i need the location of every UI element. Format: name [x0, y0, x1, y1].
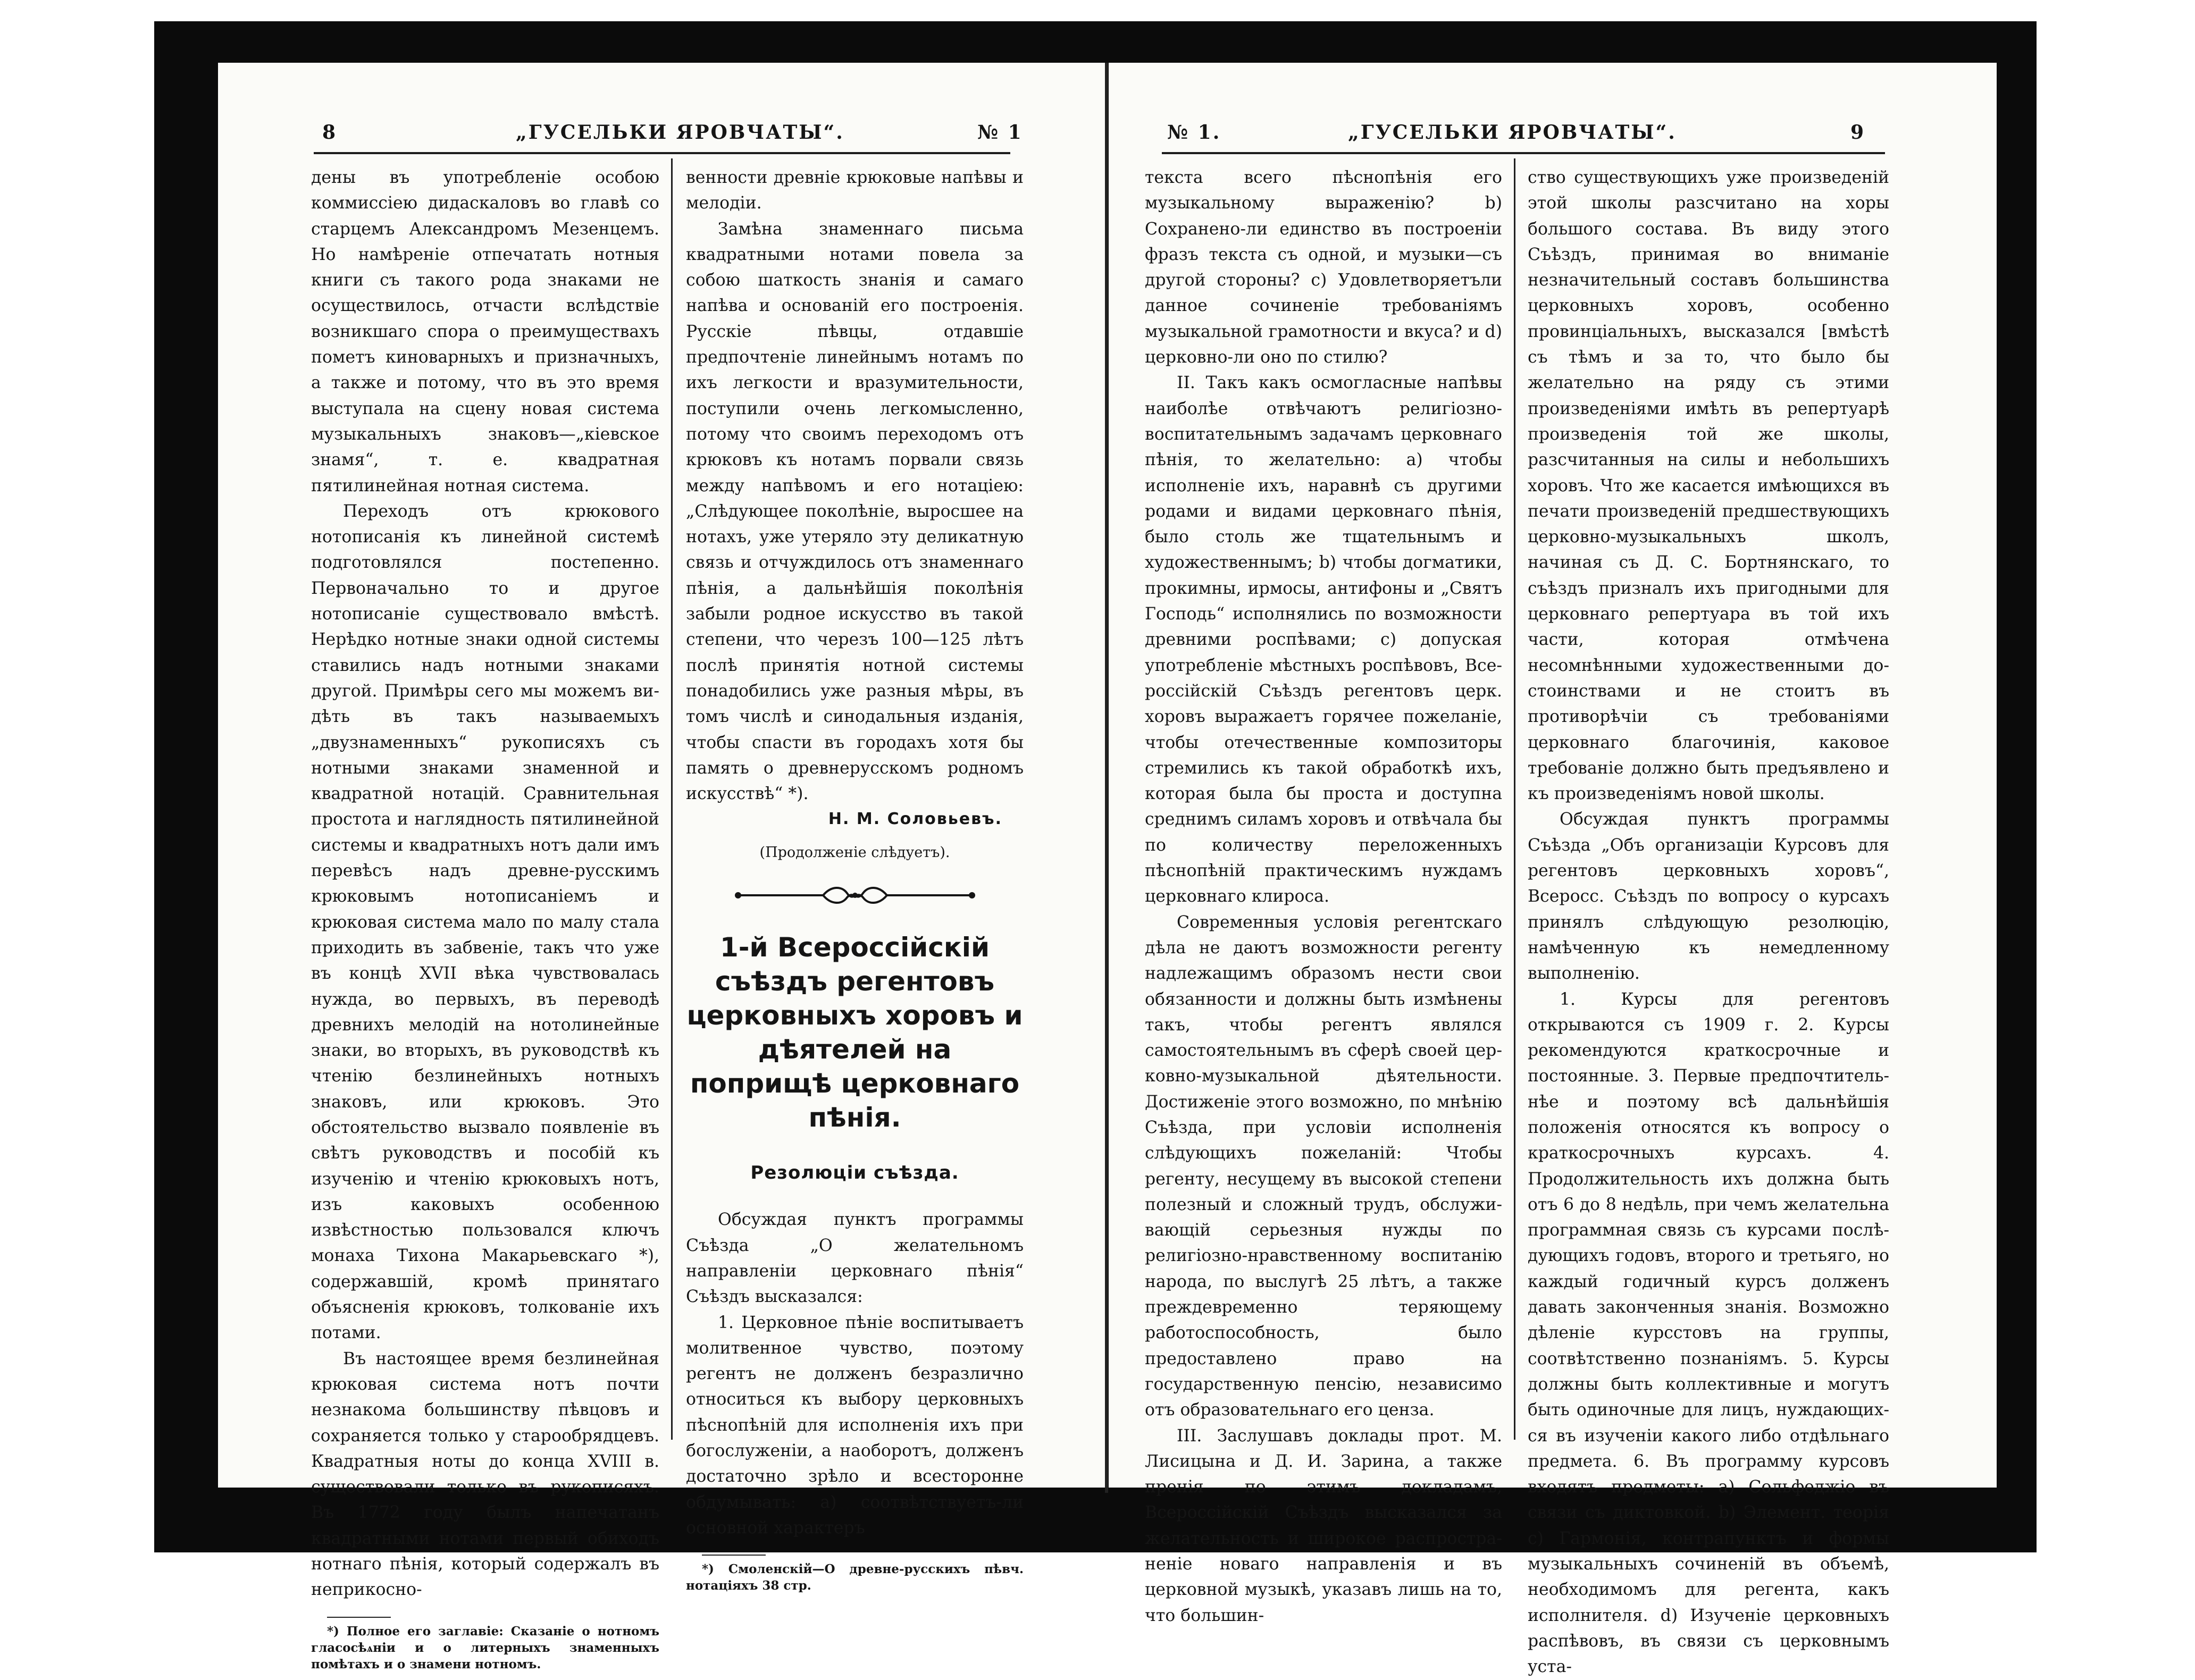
col1-paragraph-1: дены въ употребленіе особою коммиссіею дидаскаловъ во главѣ со старцемъ Александромъ Мезенцемъ. Но намѣреніе отпечатать нотныя книги съ такого рода знаками не осуществилось, отчасти вслѣдствіе возникшаго спора о преимуществахъ пометъ киноварныхъ и призначныхъ, а также и потому, что въ это время выступала на сцену новая система музыкальныхъ знаковъ—„кіевское знамя“, т. е. квадратная пятилинейная нотная система.	[311, 168, 659, 495]
col4-paragraph-3: 1. Курсы для регентовъ открываются съ 1909 г. 2. Курсы рекомендуются краткосрочные и постоянные. 3. Первые предпочтительнѣе и поэтому всѣ дальнѣйшія положенія относятся къ вопросу о краткосрочныхъ курсахъ. 4. Продолжительность ихъ должна быть отъ 6 до 8 недѣль, при чемъ желательна программная связь съ курсами послѣдующихъ годовъ, второго и третьяго, но каждый годичный курсъ долженъ давать законченныя знанія. Возможно дѣленіе курсстовъ на группы, соотвѣтственно познаніямъ. 5. Курсы должны быть коллективные и могутъ быть одиночные для лицъ, нуждающихся въ изученіи какого либо отдѣльнаго предмета. 6. Въ программу курсовъ входятъ предметы: а) Сольфеджіо въ связи съ диктовкой. b) Элемент. теорія с) Гармонія, контрапунктъ и формы музыкальныхъ сочиненій въ объемѣ, необходимомъ для регента, какъ исполнителя. d) Изученіе церковныхъ распѣвовъ, въ связи съ церковнымъ уста-	[1528, 989, 1889, 1677]
right-column-rule	[1514, 158, 1515, 1440]
right-column-1	[1145, 165, 1502, 1628]
col1-footnote-rule	[327, 1617, 391, 1618]
continued-notice: (Продолженіе слѣдуетъ).	[759, 844, 950, 861]
right-header-rule	[1162, 152, 1885, 154]
col3-paragraph-3: Современныя условія регентскаго дѣла не даютъ возможности регенту надлежащимъ образомъ нести свои обязанности и должны быть измѣнены такъ, чтобы регентъ являлся самостоятельнымъ въ сферѣ своей церковно-музыкальной дѣятельности. Достиженіе этого возможно, по мнѣнію Съѣзда, при условіи исполненія слѣдующихъ пожеланій: Чтобы регенту, несущему въ высокой степени полезный и сложный трудъ, обслуживающій серьезныя нужды по религіозно-нравственному воспитанію народа, по выслугѣ 25 лѣтъ, а также преждевременно теряющему работоспособность, было предоставлено право на государственную пенсію, независимо отъ образовательнаго его ценза.	[1145, 912, 1502, 1420]
left-running-title: „ГУСЕЛЬКИ ЯРОВЧАТЫ“.	[516, 121, 844, 144]
left-header-rule	[314, 152, 1010, 154]
left-issue-number: № 1	[977, 121, 1023, 144]
left-running-head	[218, 121, 1106, 148]
left-page	[218, 63, 1106, 1671]
col3-paragraph-1: текста всего пѣснопѣнія его музыкальному выраженію? b) Сохранено-ли единство въ построеніи фразъ текста съ одной, и музыки—съ другой стороны? с) Удовлетворяетъли данное сочиненіе требованіямъ музыкальной грамотности и вкуса? и d) церковно-ли оно по стилю?	[1145, 168, 1502, 367]
article-subtitle: Резолюціи съѣзда.	[750, 1162, 959, 1184]
col4-paragraph-1: ство существующихъ уже произведеній этой школы разсчитано на хоры большого состава. Въ виду этого Съѣздъ, принимая во вниманіе незначительный составъ большинства церковныхъ хоровъ, особенно провинціальныхъ, высказался [вмѣстѣ съ тѣмъ и за то, что было бы желательно на ряду съ этими произведеніями имѣть въ репертуарѣ произведенія той же школы, разсчитанныя на силы и небольшихъ хоровъ. Что же касается имѣющихся въ печати произведеній предшествующихъ церковно-музыкальныхъ школъ, начиная съ Д. С. Бортнянскаго, то съѣздъ призналъ ихъ пригодными для церковнаго репертуара въ той ихъ части, которая отмѣчена несомнѣнными художественными достоинствами и не стоитъ въ противорѣчіи съ требованіями церковнаго благочинія, каковое требованіе должно быть предъявлено и къ произведеніямъ новой школы.	[1528, 168, 1889, 804]
col3-paragraph-4: III. Заслушавъ доклады прот. М. Лисицына и Д. И. Зарина, а также пренія по этимъ докладамъ, Всероссійскій Съѣздъ высказался за желательность и широкое распространеніе новаго направленія и въ церковной музыкѣ, указавъ лишь на то, что большин-	[1145, 1426, 1502, 1625]
col4-paragraph-2: Обсуждая пунктъ программы Съѣзда „Объ организаціи Курсовъ для регентовъ церковныхъ хоровъ“, Всеросс. Съѣздъ по вопросу о курсахъ принялъ слѣдующую резолюцію, намѣченную къ немедленному выполненію.	[1528, 810, 1889, 984]
left-column-1	[311, 165, 659, 1673]
col2-footnote-rule	[702, 1555, 766, 1556]
col3-paragraph-2: II. Такъ какъ осмогласные напѣвы наиболѣе отвѣчаютъ религіозно-воспитательнымъ задачамъ церковнаго пѣнія, то желательно: а) чтобы исполненіе ихъ, наравнѣ съ другими родами и видами церковнаго пѣнія, было столь же тщательнымъ и художественнымъ; b) чтобы догматики, прокимны, ирмосы, антифоны и „Святъ Господь“ исполнялись по возможности древними роспѣвами; с) допуская употребленіе мѣстныхъ роспѣвовъ, Всероссійскій Съѣздъ регентовъ церк. хоровъ выражаетъ горячее пожеланіе, чтобы отечественные композиторы стремились къ такой обработкѣ ихъ, которая была бы проста и доступна среднимъ силамъ хоровъ и отвѣчала бы по количеству переложенныхъ пѣснопѣній практическимъ нуждамъ церковнаго клироса.	[1145, 373, 1502, 906]
col1-footnote: *) Полное его заглавіе: Сказаніе о нотномъ гласосѣѧніи и о литерныхъ знаменныхъ помѣтахъ и о знамени нотномъ.	[311, 1624, 659, 1671]
left-column-rule	[671, 158, 673, 1440]
col1-paragraph-2: Переходъ отъ крюкового нотописанія къ линейной системѣ подготовлялся постепенно. Первоначально то и другое нотописаніе существовало вмѣстѣ. Нерѣдко нотные знаки одной системы ставились надъ нотными знаками другой. Примѣры сего мы можемъ видѣть въ такъ называемыхъ „двузнаменныхъ“ рукописяхъ съ нотными знаками знаменной и квадратной нотацій. Сравнительная простота и наглядность пятилинейной системы и квадратныхъ нотъ дали имъ перевѣсъ надъ древне-русскимъ крюковымъ нотописаніемъ и крюковая система мало по малу стала приходить въ забвеніе, такъ что уже въ концѣ XVII вѣка чувствовалась нужда, во первыхъ, въ переводѣ древнихъ мелодій на нотолинейные знаки, во вторыхъ, въ руководствѣ къ чтенію безлинейныхъ нотныхъ знаковъ, или крюковъ. Это обстоятельство вызвало появленіе въ свѣтъ руководствъ и пособій къ изученію и чтенію крюковыхъ нотъ, изъ каковыхъ особенною извѣстностью пользовался ключъ монаха Тихона Макарьевскаго *), содержавшій, кромѣ принятаго объясненія крюковъ, толкованіе ихъ потами.	[311, 501, 659, 1343]
col2-paragraph-2: Замѣна знаменнаго письма квадратными нотами повела за собою шаткость знанія и самаго напѣва и основаній его построенія. Русскіе пѣвцы, отдавшіе предпочтеніе линейнымъ нотамъ по ихъ легкости и вразумительности, поступили очень легкомысленно, потому что своимъ переходомъ отъ крюковъ къ нотамъ порвали связь между напѣвомъ и его нотаціею: „Слѣдующее поколѣніе, выросшее на нотахъ, уже утеряло эту деликатную связь и отчуждилось отъ знаменнаго пѣнія, а дальнѣйшія поколѣнія забыли родное искусство въ такой степени, что черезъ 100—125 лѣтъ послѣ принятія нотной системы понадобились уже разныя мѣры, въ томъ числѣ и синодальныя изданія, чтобы спасти въ городахъ хотя бы память о древнерусскомъ родномъ искусствѣ“ *).	[686, 219, 1024, 804]
col2-paragraph-1: венности древніе крюковые напѣвы и мелодіи.	[686, 168, 1024, 213]
ornament-divider-icon	[733, 884, 977, 907]
left-column-2	[686, 165, 1024, 1594]
right-page-number: 9	[1850, 121, 1866, 144]
left-page-number: 8	[322, 121, 338, 144]
right-column-2	[1528, 165, 1889, 1680]
right-issue-number: № 1.	[1167, 121, 1221, 144]
right-page	[1109, 63, 1997, 1677]
author-signature: Н. М. Соловьевъ.	[828, 810, 1002, 829]
right-running-head	[1109, 121, 1997, 148]
book-spine	[1105, 63, 1108, 1493]
col1-paragraph-3: Въ настоящее время безлинейная крюковая система нотъ почти незнакома большинству пѣвцовъ и сохраняется только у старообрядцевъ. Квадратныя ноты до конца XVIII в. существовали только въ рукописяхъ. Въ 1772 году былъ напечатанъ квадратными нотами первый обиходъ нотнаго пѣнія, который содержалъ въ неприкосно-	[311, 1349, 659, 1600]
col2-paragraph-3: Обсуждая пунктъ программы Съѣзда „О желательномъ направленіи церковнаго пѣнія“ Съѣздъ высказался:	[686, 1210, 1024, 1307]
right-running-title: „ГУСЕЛЬКИ ЯРОВЧАТЫ“.	[1348, 121, 1677, 144]
col2-paragraph-4: 1. Церковное пѣніе воспитываетъ молитвенное чувство, поэтому регентъ не долженъ безразлично относиться къ выбору церковныхъ пѣснопѣній для исполненія ихъ при богослуженіи, а наоборотъ, долженъ достаточно зрѣло и всесторонне обдумывать: а) соотвѣтствуетъ-ли основной характеръ	[686, 1313, 1024, 1538]
article-title: 1-й Всероссійскій съѣздъ регентовъ церковныхъ хоровъ и дѣятелей на поприщѣ церковнаго пѣнія.	[686, 932, 1023, 1133]
col2-footnote: *) Смоленскій—О древне-русскихъ пѣвч. нотаціяхъ 38 стр.	[686, 1562, 1024, 1593]
